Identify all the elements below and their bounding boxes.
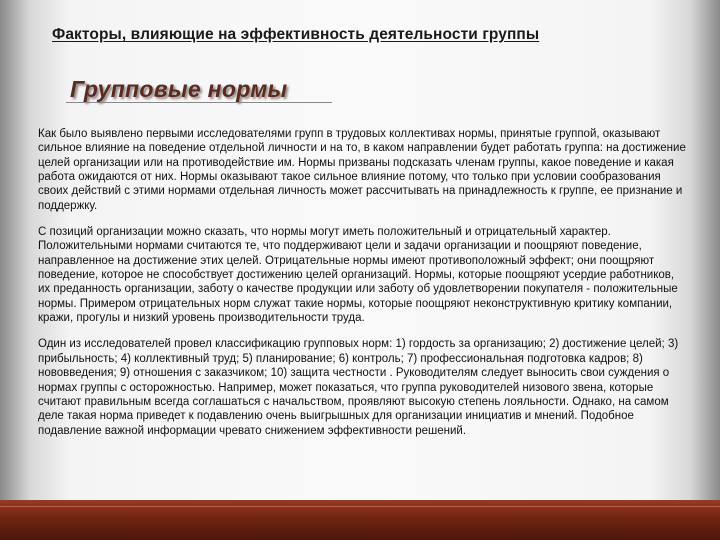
footer-divider [0, 506, 720, 507]
paragraph-3: Один из исследователей провел классификацию групповых норм: 1) гордость за организацию; 2) достижение целей; 3) прибыльность; 4) коллективный труд; 5) планирование; 6) контроль; 7) профессиональная подготовка кадров; 8) нововведения; 9) отношения с заказчиком; 10) защита честности . Руководителям следует выносить свои суждения о нормах группы с осторожностью. Например, может показаться, что группа руководителей низового звена, которые считают правильным всегда соглашаться с начальством, проявляют высокую степень лояльности. Однако, на самом деле такая норма приведет к подавлению очень выигрышных для организации инициатив и мнений. Подобное подавление важной информации чревато снижением эффективности решений. [38, 338, 679, 437]
paragraph-2: С позиций организации можно сказать, что нормы могут иметь положительный и отрицательный характер. Положительными нормами считаются те, что поддерживают цели и задачи организации и поощряют поведение, направленное на достижение этих целей. Отрицательные нормы имеют противоположный эффект; они поощряют поведение, которое не способствует достижению целей организаций. Нормы, которые поощряют усердие работников, их преданность организации, заботу о качестве продукции или заботу об удовлетворении покупателя - положительные нормы. Примером отрицательных норм служат такие нормы, которые поощряют неконструктивную критику компании, кражи, прогулы и низкий уровень производительности труда. [38, 226, 678, 325]
section-title-underline [66, 102, 332, 103]
section-title: Групповые нормы [70, 76, 288, 102]
body-text [38, 127, 688, 450]
header-title: Факторы, влияющие на эффективность деятельности группы [52, 26, 540, 43]
paragraph-1: Как было выявлено первыми исследователями групп в трудовых коллективах нормы, принятые группой, оказывают сильное влияние на поведение отдельной личности и на то, в каком направлении будет работать группа: на достижение целей организации или на противодействие им. Нормы призваны подсказать членам группы, какое поведение и какая работа ожидаются от них. Нормы оказывают такое сильное влияние потому, что только при условии сообразования своих действий с этими нормами отдельная личность может рассчитывать на принадлежность к группе, ее признание и поддержку. [38, 128, 686, 212]
